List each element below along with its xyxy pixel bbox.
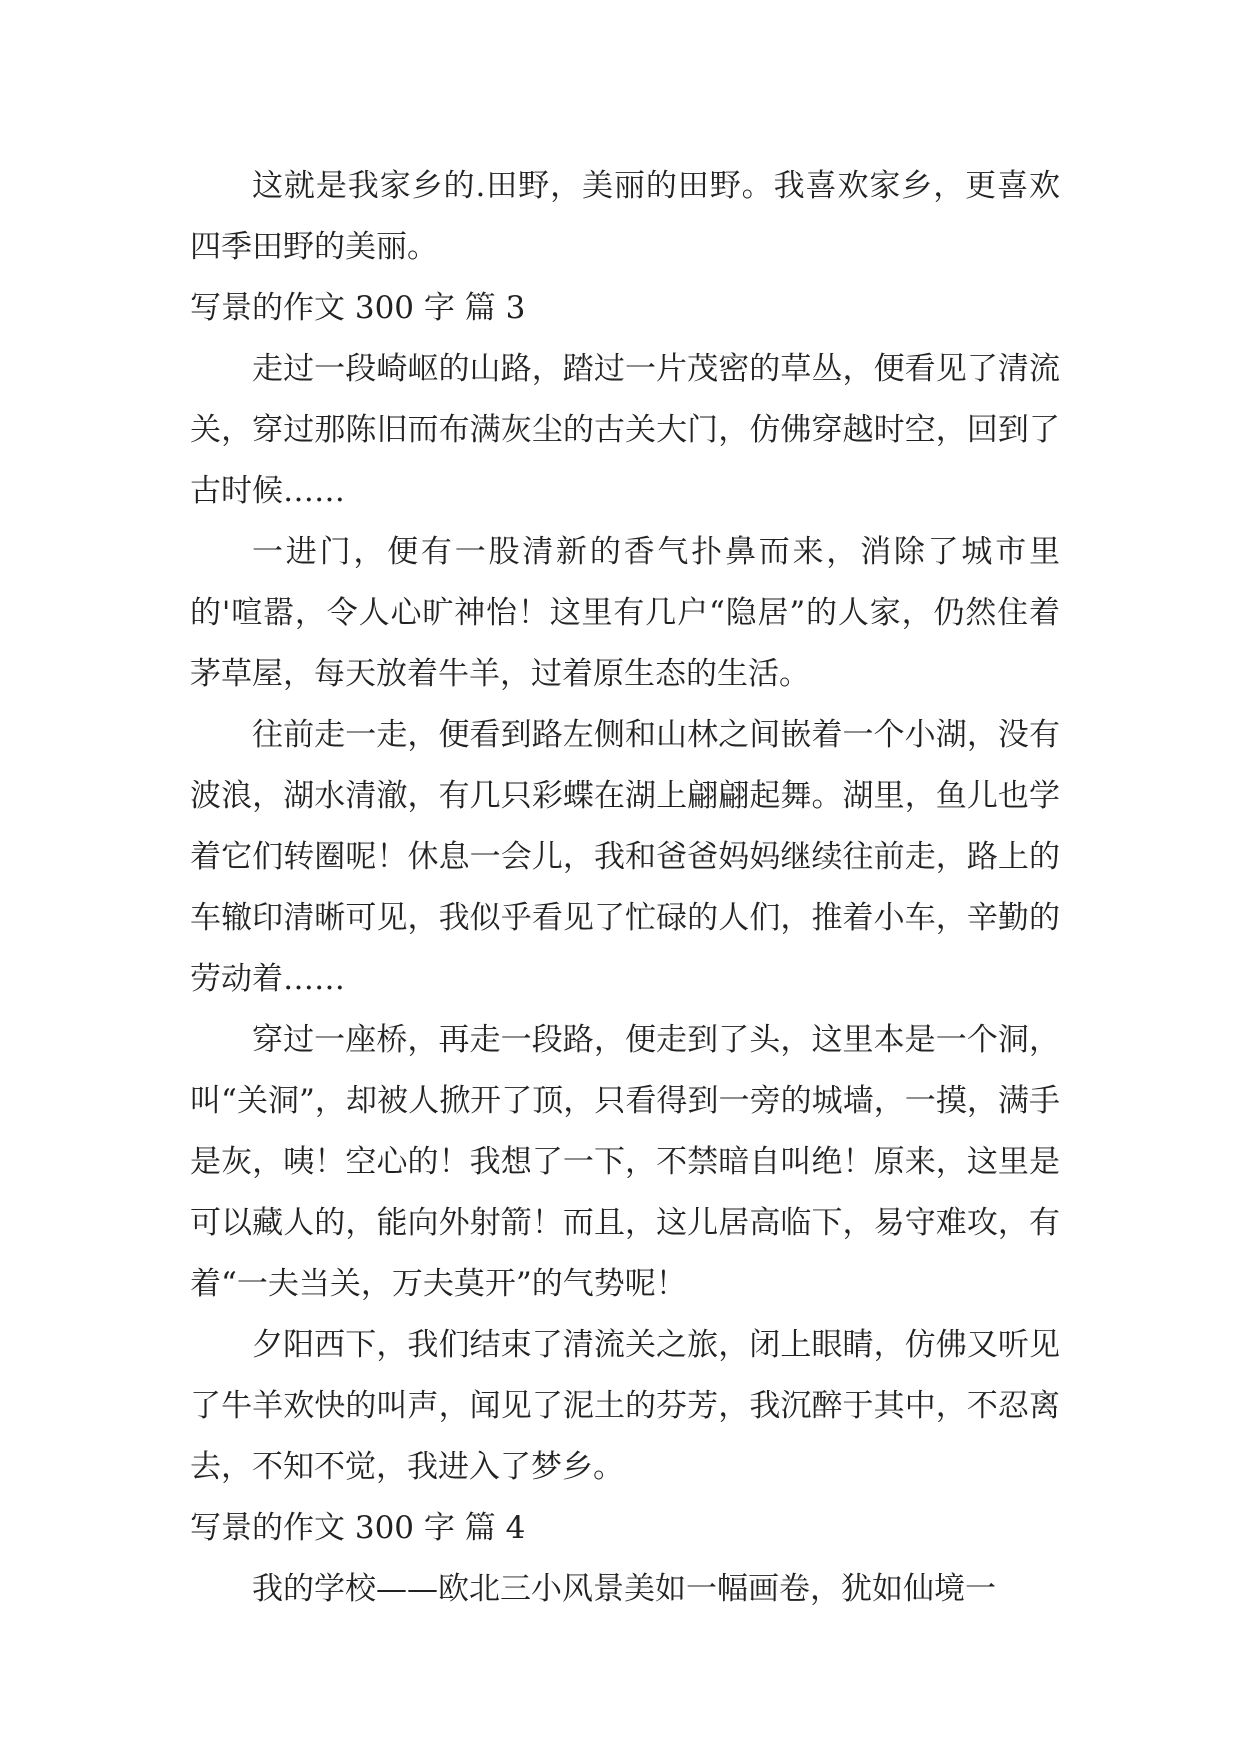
paragraph-school: 我的学校——欧北三小风景美如一幅画卷，犹如仙境一	[252, 1571, 996, 1607]
paragraph-sunset: 夕阳西下，我们结束了清流关之旅，闭上眼睛，仿佛又听见了牛羊欢快的叫声，闻见了泥土的芬芳，我沉醉于其中，不忍离去，不知不觉，我进入了梦乡。	[190, 1327, 1060, 1485]
section-heading-3: 写景的作文 300 字 篇 3	[190, 290, 526, 326]
paragraph-entrance: 一进门，便有一股清新的香气扑鼻而来，消除了城市里的'喧嚣，令人心旷神怡！这里有几户“隐居”的人家，仍然住着茅草屋，每天放着牛羊，过着原生态的生活。	[190, 534, 1060, 692]
paragraph-lake: 往前走一走，便看到路左侧和山林之间嵌着一个小湖，没有波浪，湖水清澈，有几只彩蝶在湖上翩翩起舞。湖里，鱼儿也学着它们转圈呢！休息一会儿，我和爸爸妈妈继续往前走，路上的车辙印清晰可见，我似乎看见了忙碌的人们，推着小车，辛勤的劳动着……	[190, 717, 1060, 997]
paragraph-fields-ending: 这就是我家乡的.田野，美丽的田野。我喜欢家乡，更喜欢四季田野的美丽。	[190, 168, 1060, 265]
paragraph-mountain-road: 走过一段崎岖的山路，踏过一片茂密的草丛，便看见了清流关，穿过那陈旧而布满灰尘的古关大门，仿佛穿越时空，回到了古时候……	[190, 351, 1060, 509]
paragraph-bridge-cave: 穿过一座桥，再走一段路，便走到了头，这里本是一个洞，叫“关洞”，却被人掀开了顶，只看得到一旁的城墙，一摸，满手是灰，咦！空心的！我想了一下，不禁暗自叫绝！原来，这里是可以藏人的，能向外射箭！而且，这儿居高临下，易守难攻，有着“一夫当关，万夫莫开”的气势呢！	[190, 1022, 1060, 1302]
document-body	[190, 156, 1060, 1620]
section-heading-4: 写景的作文 300 字 篇 4	[190, 1510, 526, 1546]
